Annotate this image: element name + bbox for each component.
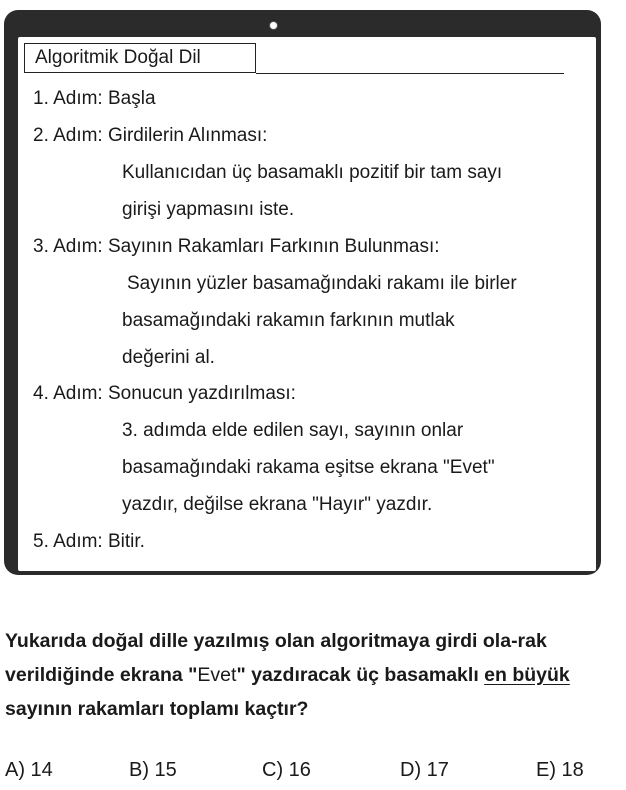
option-e[interactable]: E) 18	[536, 759, 584, 781]
question-part-1: Yukarıda doğal dille yazılmış olan algoritmaya girdi ola-rak verildiğinde ekrana "	[5, 630, 547, 686]
title-underline	[256, 73, 564, 74]
step-1-line: 1. Adım: Başla	[33, 88, 156, 109]
question-part-2: " yazdıracak üç basamaklı	[236, 664, 485, 686]
option-a[interactable]: A) 14	[5, 759, 53, 781]
step-2-line: 2. Adım: Girdilerin Alınması:	[33, 125, 268, 146]
step-2-detail-1: Kullanıcıdan üç basamaklı pozitif bir tam sayı	[122, 162, 503, 183]
question-text	[5, 624, 620, 726]
step-5-line: 5. Adım: Bitir.	[33, 531, 145, 552]
step-3-detail-1: Sayının yüzler basamağındaki rakamı ile birler	[127, 273, 517, 294]
question-underlined: en büyük	[484, 664, 570, 686]
algorithm-title: Algoritmik Doğal Dil	[24, 43, 256, 73]
step-4-line: 4. Adım: Sonucun yazdırılması:	[33, 383, 296, 404]
camera-dot	[269, 21, 278, 30]
step-3-detail-3: değerini al.	[122, 347, 215, 368]
step-3-line: 3. Adım: Sayının Rakamları Farkının Bulunması:	[33, 236, 440, 257]
step-4-detail-1: 3. adımda elde edilen sayı, sayının onlar	[122, 420, 464, 441]
question-part-3: sayının rakamları toplamı kaçtır?	[5, 698, 309, 720]
option-c[interactable]: C) 16	[262, 759, 311, 781]
step-4-detail-3: yazdır, değilse ekrana "Hayır" yazdır.	[122, 494, 433, 515]
step-4-detail-2: basamağındaki rakama eşitse ekrana "Evet"	[122, 457, 495, 478]
option-b[interactable]: B) 15	[129, 759, 177, 781]
question-evet: Evet	[197, 664, 237, 686]
step-2-detail-2: girişi yapmasını iste.	[122, 199, 295, 220]
option-d[interactable]: D) 17	[400, 759, 449, 781]
tablet-screen	[18, 37, 596, 571]
step-3-detail-2: basamağındaki rakamın farkının mutlak	[122, 310, 455, 331]
